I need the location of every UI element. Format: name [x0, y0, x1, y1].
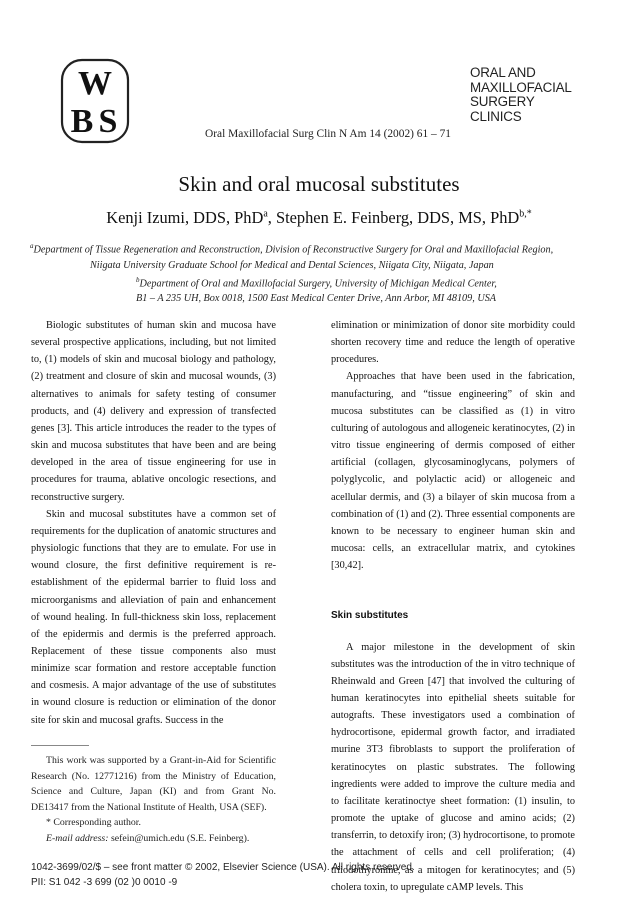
copyright-line: 1042-3699/02/$ – see front matter © 2002, Elsevier Science (USA). All rights reserved.: [31, 862, 415, 873]
logo-letter-s: S: [98, 103, 118, 140]
logo-letter-b: B: [70, 103, 94, 140]
author-list: [0, 208, 638, 228]
journal-brand: [470, 66, 572, 124]
pii-line: PII: S1 042 -3 699 (02 )0 0010 -9: [31, 877, 178, 888]
brand-line: SURGERY: [470, 94, 535, 109]
section-heading: Skin substitutes: [331, 610, 409, 622]
footnote-divider: [31, 745, 89, 746]
body-column-right: [331, 317, 575, 896]
brand-line: CLINICS: [470, 108, 522, 124]
body-column-left: [31, 317, 276, 729]
author-affil-marker: b,*: [519, 208, 532, 220]
affiliation-b: [30, 273, 608, 292]
email-label: E-mail address:: [46, 832, 109, 844]
author-affil-marker: a: [263, 208, 268, 220]
journal-citation: Oral Maxillofacial Surg Clin N Am 14 (2002) 61 – 71: [205, 128, 451, 140]
affil-text: Department of Tissue Regeneration and Reconstruction, Division of Reconstructive Surgery for Oral and Maxillofacial Region,: [33, 244, 554, 256]
brand-line: ORAL AND: [470, 65, 536, 80]
corresponding-note: * Corresponding author.: [46, 817, 141, 828]
email-address: sefein@umich.edu (S.E. Feinberg).: [108, 832, 250, 844]
affiliations: [30, 239, 608, 307]
paragraph: elimination or minimization of donor site morbidity could shorten recovery time and reduce the length of operative procedures.: [331, 320, 575, 366]
author-separator: ,: [267, 208, 276, 227]
article-title: Skin and oral mucosal substitutes: [178, 172, 460, 196]
affiliation-b-cont: B1 – A 235 UH, Box 0018, 1500 East Medical Center Drive, Ann Arbor, MI 48109, USA: [136, 293, 497, 305]
affil-marker: a: [30, 242, 34, 250]
author-name: Stephen E. Feinberg, DDS, MS, PhD: [275, 208, 520, 227]
affiliation-a-cont: Niigata University Graduate School for Medical and Dental Sciences, Niigata City, Niigata, Japan: [90, 259, 494, 271]
footnotes: [31, 753, 276, 846]
brand-line: MAXILLOFACIAL: [470, 79, 572, 95]
funding-note: This work was supported by a Grant-in-Aid for Scientific Research (No. 12771216) from the Ministry of Education, Science and Culture, Japan (KI) and from Grant No. DE13417 from the National Institute of Health, USA (SEF).: [31, 755, 276, 813]
email-note: [31, 831, 276, 847]
author-name: Kenji Izumi, DDS, PhD: [106, 208, 264, 227]
paragraph: Approaches that have been used in the fabrication, manufacturing, and “tissue engineering” of skin and mucosa substitutes can be classified as (1) in vitro culturing of autologous and allogeneic keratinocytes, (2) in vitro tissue engineering of dermis composed of either artificial (collagen, glycosaminoglycans, polymers of polyglycolic, and polylactic acid) or allogeneic and acellular dermis, and (3) a bilayer of skin mucosa from a combination of (1) and (2). Three essential components are known to be necessary to engineer human skin and mucosa: cells, an extracellular matrix, and cytokines [30,42].: [331, 371, 575, 572]
paragraph: Skin and mucosal substitutes have a common set of requirements for the duplication of anatomic structures and physiologic functions that they are to emulate. For use in wound closure, the first definitive requirement is re-establishment of the epidermal barrier to fluid loss and microorganisms and alleviation of pain and enhancement of wound healing. In full-thickness skin loss, replacement of the epidermis and dermis is the preferred approach. Replacement of these tissue components also must minimize scar formation and restore acceptable function and cosmesis. A major advantage of the use of substitutes in wound closure is reduction or elimination of the donor site for skin and mucosal grafts. Success in the: [31, 508, 276, 726]
affil-text: Department of Oral and Maxillofacial Surgery, University of Michigan Medical Center,: [139, 278, 497, 290]
paragraph: A major milestone in the development of skin substitutes was the introduction of the in vitro technique of Rheinwald and Green [47] that involved the culturing of human keratinocytes into epithelial sheets suitable for autografts. These investigators used a combination of hydrocortisone, epidermal growth factor, and irradiated murine 3T3 fibroblasts to support the proliferation of keratinocytes on plastic substrates. The following ingredients were added to improve the culture media and to facilitate keratinoctye sheet formation: (1) insulin, to promote the uptake of glucose and amino acids; (2) transferrin, to detoxify iron; (3) hydrocortisone, to promote the attachment of cells and cell proliferation; (4) triiodothyronine, as a mitogen for keratinocytes; and (5) cholera toxin, to upregulate cAMP levels. This: [331, 641, 575, 893]
affiliation-a: [30, 239, 608, 258]
logo-letter-w: W: [78, 65, 112, 102]
copyright-block: [31, 860, 606, 890]
affil-marker: b: [136, 275, 140, 284]
paragraph: Biologic substitutes of human skin and mucosa have several prospective applications, including, but not limited to, (1) models of skin and mucosal biology and pathology, (2) treatment and closure of skin and mucosal wounds, (3) alternatives to animals for safety testing of consumer products, and (4) delivery and expression of transfected genes [3]. This article introduces the reader to the types of skin and mucosa substitutes that have been and are being developed in the area of tissue engineering for use in procedures for trauma, ablative oncologic resections, and reconstructive surgery.: [31, 320, 276, 503]
